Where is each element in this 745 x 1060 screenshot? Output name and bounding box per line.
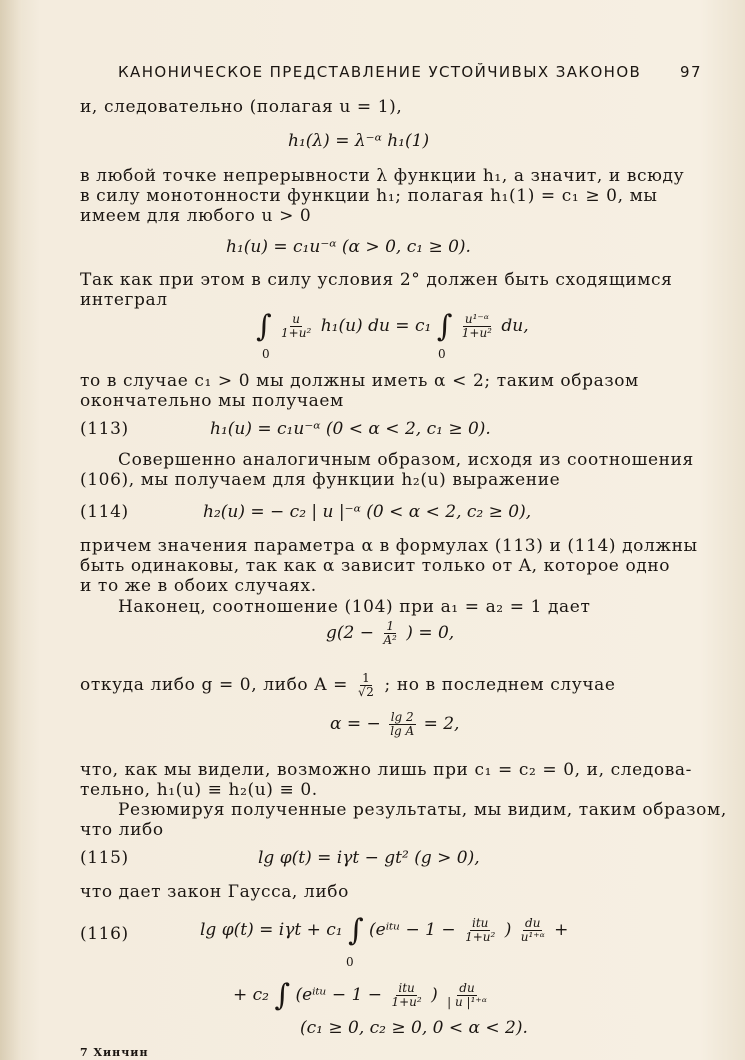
running-header: КАНОНИЧЕСКОЕ ПРЕДСТАВЛЕНИЕ УСТОЙЧИВЫХ ЗАКОНОВ — [118, 63, 642, 81]
text-line: что либо — [80, 820, 164, 840]
text-line: Совершенно аналогичным образом, исходя из соотношения — [118, 450, 694, 470]
equation: h₁(u) = c₁u⁻ᵅ (α > 0, c₁ ≥ 0). — [226, 237, 471, 257]
equation-number: (113) — [80, 419, 129, 439]
text-line: причем значения параметра α в формулах (113) и (114) должны — [80, 536, 698, 556]
text-line: (106), мы получаем для функции h₂(u) выражение — [80, 470, 561, 490]
text-line: тельно, h₁(u) ≡ h₂(u) ≡ 0. — [80, 780, 318, 800]
fraction: $\frac{u}{\text{1+u²}}$ — [281, 311, 312, 340]
text-line: быть одинаковы, так как α зависит только от A, которое одно — [80, 556, 671, 576]
equation: α = − $\frac{\lg 2}{\text{lg A}}$ = 2, — [330, 710, 460, 739]
fraction: $\frac{\lg 2}{\text{lg A}}$ — [390, 710, 415, 739]
fraction: $\frac{\text{itu}}{\text{1+u²}}$ — [391, 980, 422, 1009]
text-line: то в случае c₁ > 0 мы должны иметь α < 2; таким образом — [80, 371, 639, 391]
text-line: и, следовательно (полагая u = 1), — [80, 97, 403, 117]
text-line: в силу монотонности функции h₁; полагая h₁(1) = c₁ ≥ 0, мы — [80, 186, 658, 206]
equation: h₂(u) = − c₂ | u |⁻ᵅ (0 < α < 2, c₂ ≥ 0), — [203, 502, 532, 522]
text-line: в любой точке непрерывности λ функции h₁, а значит, и всюду — [80, 166, 685, 186]
equation: lg φ(t) = iγt + c₁ ∫ (eⁱᵗᵘ − 1 − $\frac{\text{itu}}{\text{1+u²}}$ ) $\frac{du}{\text{u¹⁺ᵅ}}$ + — [200, 913, 569, 948]
integral-sign: ∫ — [274, 978, 291, 1013]
equation: + c₂ ∫ (eⁱᵗᵘ − 1 − $\frac{\text{itu}}{\text{1+u²}}$ ) $\frac{du}{\text{| u |¹⁺ᵅ}}$ — [233, 978, 487, 1013]
text-line: что дает закон Гаусса, либо — [80, 882, 349, 902]
integral-equation: ∫ $\frac{u}{\text{1+u²}}$ h₁(u) du = c₁ ∫ $\frac{\text{u¹⁻ᵅ}}{\text{1+u²}}$ du, — [256, 309, 529, 344]
integral-sign: ∫ — [436, 309, 453, 344]
fraction: $\frac{\text{u¹⁻ᵅ}}{\text{1+u²}}$ — [461, 311, 492, 340]
text-line: что, как мы видели, возможно лишь при c₁ = c₂ = 0, и, следова- — [80, 760, 692, 780]
equation-number: (115) — [80, 848, 129, 868]
page-edge-shadow — [0, 0, 22, 1060]
integral-sign: ∫ — [348, 913, 364, 948]
equation: h₁(u) = c₁u⁻ᵅ (0 < α < 2, c₁ ≥ 0). — [210, 419, 491, 439]
fraction: $\frac{\text{itu}}{\text{1+u²}}$ — [465, 915, 496, 944]
text-line: интеграл — [80, 290, 168, 310]
equation-conditions: (c₁ ≥ 0, c₂ ≥ 0, 0 < α < 2). — [300, 1018, 528, 1038]
text-line: Резюмируя полученные результаты, мы видим, таким образом, — [118, 800, 727, 820]
text-line: откуда либо g = 0, либо A = $\frac{1}{√2}$ ; но в последнем случае — [80, 671, 616, 700]
fraction: $\frac{du}{\text{| u |¹⁺ᵅ}}$ — [447, 980, 487, 1009]
integral-limit: 0 — [438, 347, 446, 361]
signature-mark: 7 Хинчин — [80, 1046, 149, 1059]
text-line: имеем для любого u > 0 — [80, 206, 312, 226]
equation-number: (116) — [80, 924, 129, 944]
integral-limit: 0 — [346, 955, 354, 969]
fraction: $\frac{1}{\text{A²}}$ — [383, 619, 397, 648]
text-line: Так как при этом в силу условия 2° должен быть сходящимся — [80, 270, 673, 290]
integral-sign: ∫ — [256, 309, 272, 344]
text-line: Наконец, соотношение (104) при a₁ = a₂ = 1 дает — [118, 597, 591, 617]
equation: h₁(λ) = λ⁻ᵅ h₁(1) — [288, 131, 430, 151]
fraction: $\frac{1}{√2}$ — [357, 671, 375, 700]
equation-number: (114) — [80, 502, 129, 522]
text-line: и то же в обоих случаях. — [80, 576, 317, 596]
page-number: 97 — [680, 63, 702, 81]
integral-limit: 0 — [262, 347, 270, 361]
text-line: окончательно мы получаем — [80, 391, 344, 411]
equation: lg φ(t) = iγt − gt² (g > 0), — [258, 848, 480, 868]
equation: g(2 − $\frac{1}{\text{A²}}$ ) = 0, — [326, 619, 455, 648]
fraction: $\frac{du}{\text{u¹⁺ᵅ}}$ — [520, 915, 545, 944]
